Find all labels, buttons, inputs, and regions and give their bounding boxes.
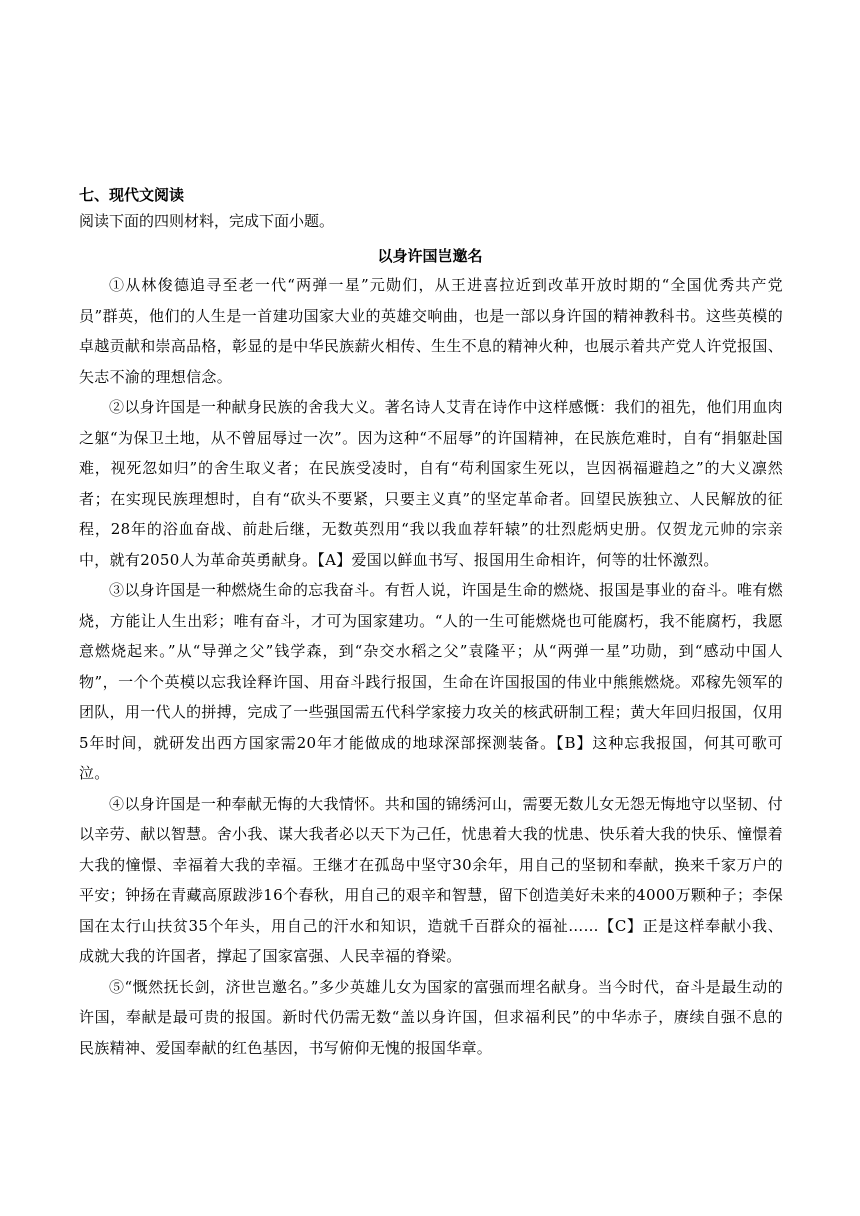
article-body [79,270,783,1063]
article-title: 以身许国岂邀名 [377,247,483,265]
paragraph-4: ④以身许国是一种奉献无悔的大我情怀。共和国的锦绣河山，需要无数儿女无怨无悔地守以坚韧、付以辛劳、献以智慧。舍小我、谋大我者必以天下为己任，忧患着大我的忧患、快乐着大我的快乐、憧憬着大我的憧憬、幸福着大我的幸福。王继才在孤岛中坚守30余年，用自己的坚韧和奉献，换来千家万户的平安；钟扬在青藏高原跋涉16个春秋，用自己的艰辛和智慧，留下创造美好未来的4000万颗种子；李保国在太行山扶贫35个年头，用自己的汗水和知识，造就千百群众的福祉……【C】正是这样奉献小我、成就大我的许国者，撑起了国家富强、人民幸福的脊梁。 [79,794,783,965]
paragraph-2: ②以身许国是一种献身民族的舍我大义。著名诗人艾青在诗作中这样感慨：我们的祖先，他们用血肉之躯“为保卫土地，从不曾屈辱过一次”。因为这种“不屈辱”的许国精神，在民族危难时，自有“捐躯赴国难，视死忽如归”的舍生取义者；在民族受凌时，自有“苟利国家生死以，岂因祸福避趋之”的大义凛然者；在实现民族理想时，自有“砍头不要紧，只要主义真”的坚定革命者。回望民族独立、人民解放的征程，28年的浴血奋战、前赴后继，无数英烈用“我以我血荐轩辕”的壮烈彪炳史册。仅贺龙元帅的宗亲中，就有2050人为革命英勇献身。【A】爱国以鲜血书写、报国用生命相许，何等的壮怀激烈。 [79,398,783,569]
reading-instruction: 阅读下面的四则材料，完成下面小题。 [79,212,335,230]
paragraph-3: ③以身许国是一种燃烧生命的忘我奋斗。有哲人说，许国是生命的燃烧、报国是事业的奋斗。唯有燃烧，方能让人生出彩；唯有奋斗，才可为国家建功。“人的一生可能燃烧也可能腐朽，我不能腐朽，我愿意燃烧起来。”从“导弹之父”钱学森，到“杂交水稻之父”袁隆平；从“两弹一星”功勋，到“感动中国人物”，一个个英模以忘我诠释许国、用奋斗践行报国，生命在许国报国的伟业中熊熊燃烧。邓稼先领军的团队，用一代人的拼搏，完成了一些强国需五代科学家接力攻关的核武研制工程；黄大年回归报国，仅用5年时间，就研发出西方国家需20年才能做成的地球深部探测装备。【B】这种忘我报国，何其可歌可泣。 [79,581,783,782]
section-heading: 七、现代文阅读 [79,186,185,204]
paragraph-1: ①从林俊德追寻至老一代“两弹一星”元勋们，从王进喜拉近到改革开放时期的“全国优秀共产党员”群英，他们的人生是一首建功国家大业的英雄交响曲，也是一部以身许国的精神教科书。这些英模的卓越贡献和崇高品格，彰显的是中华民族薪火相传、生生不息的精神火种，也展示着共产党人许党报国、矢志不渝的理想信念。 [79,276,783,386]
paragraph-5: ⑤“慨然抚长剑，济世岂邀名。”多少英雄儿女为国家的富强而埋名献身。当今时代，奋斗是最生动的许国，奉献是最可贵的报国。新时代仍需无数“盖以身许国，但求福利民”的中华赤子，赓续自强不息的民族精神、爱国奉献的红色基因，书写俯仰无愧的报国华章。 [79,977,783,1057]
